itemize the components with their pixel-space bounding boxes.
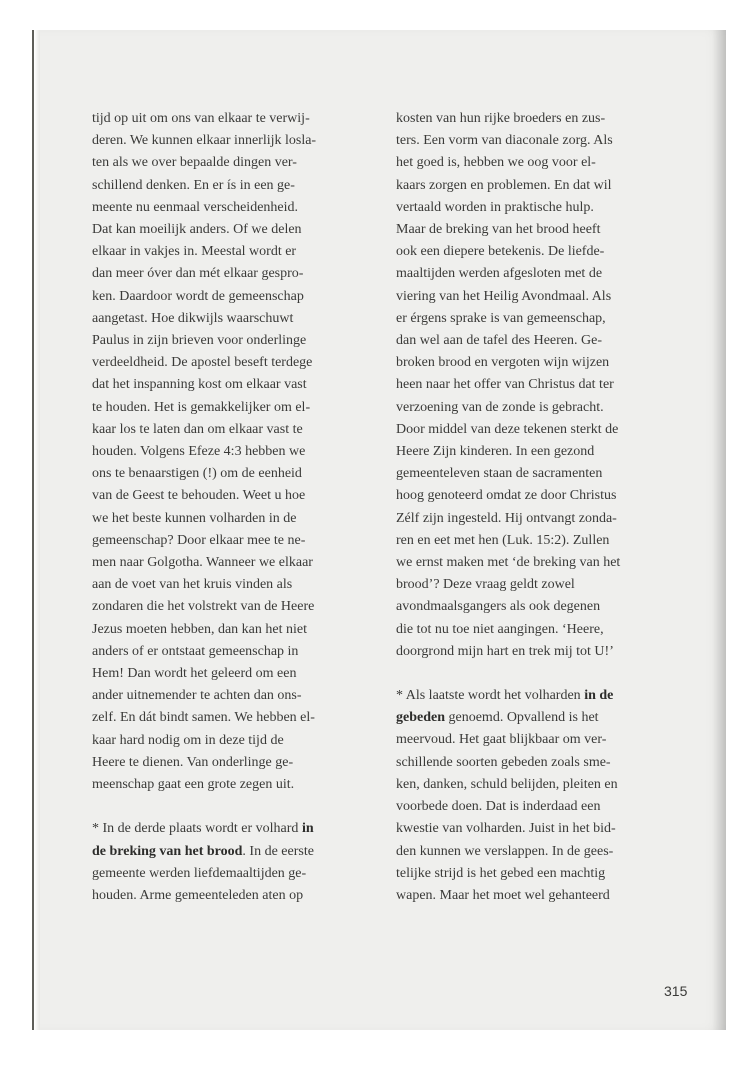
text-line: ren en eet met hen (Luk. 15:2). Zullen xyxy=(396,532,610,548)
text-line: anders of er ontstaat gemeenschap in xyxy=(92,643,299,659)
paragraph-continuation: genoemd. Opvallend is het xyxy=(445,710,599,726)
text-line: heen naar het offer van Christus dat ter xyxy=(396,377,614,393)
text-line: Door middel van deze tekenen sterkt de xyxy=(396,421,619,437)
text-line: broken brood en vergoten wijn wijzen xyxy=(396,355,610,371)
text-line: maaltijden werden afgesloten met de xyxy=(396,266,603,282)
text-line: vertaald worden in praktische hulp. xyxy=(396,199,594,215)
book-page xyxy=(32,30,726,1030)
text-line xyxy=(396,707,680,729)
text-line xyxy=(396,685,680,707)
page-spine xyxy=(34,30,40,1030)
text-line: telijke strijd is het gebed een machtig xyxy=(396,865,606,881)
text-line: Jezus moeten hebben, dan kan het niet xyxy=(92,621,307,637)
emphasis-text: in de xyxy=(584,688,614,704)
paragraph-gap xyxy=(396,663,680,685)
left-paragraph-1 xyxy=(92,108,376,796)
text-line: den kunnen we verslappen. In de gees- xyxy=(396,843,614,859)
paragraph-intro: * Als laatste wordt het volharden xyxy=(396,688,585,704)
text-line: deren. We kunnen elkaar innerlijk losla- xyxy=(92,133,317,149)
text-line: zelf. En dát bindt samen. We hebben el- xyxy=(92,710,315,726)
text-line: dan meer óver dan mét elkaar gespro- xyxy=(92,266,304,282)
text-line: aan de voet van het kruis vinden als xyxy=(92,577,293,593)
text-line: houden. Volgens Efeze 4:3 hebben we xyxy=(92,444,306,460)
text-line: Zélf zijn ingesteld. Hij ontvangt zonda- xyxy=(396,510,617,526)
text-line: ters. Een vorm van diaconale zorg. Als xyxy=(396,133,613,149)
text-line: meenschap gaat een grote zegen uit. xyxy=(92,777,295,793)
text-line: wapen. Maar het moet wel gehanteerd xyxy=(396,887,610,903)
text-line: gemeente werden liefdemaaltijden ge- xyxy=(92,865,307,881)
text-line: er érgens sprake is van gemeenschap, xyxy=(396,310,606,326)
text-line: ken. Daardoor wordt de gemeenschap xyxy=(92,288,304,304)
text-line: hoog genoteerd omdat ze door Christus xyxy=(396,488,617,504)
paragraph-continuation: . In de eerste xyxy=(242,843,314,859)
text-line: kaar hard nodig om in deze tijd de xyxy=(92,732,284,748)
right-paragraph-2 xyxy=(396,685,680,907)
text-line: we het beste kunnen volharden in de xyxy=(92,510,297,526)
text-line: kaar los te laten dan om elkaar vast te xyxy=(92,421,303,437)
text-line: zondaren die het volstrekt van de Heere xyxy=(92,599,315,615)
text-line: Maar de breking van het brood heeft xyxy=(396,222,601,238)
text-line: verdeeldheid. De apostel beseft terdege xyxy=(92,355,313,371)
right-paragraph-1 xyxy=(396,108,680,663)
left-column xyxy=(92,108,376,907)
text-line: doorgrond mijn hart en trek mij tot U!’ xyxy=(396,643,614,659)
text-line: viering van het Heilig Avondmaal. Als xyxy=(396,288,612,304)
page-number: 315 xyxy=(664,983,688,999)
text-line: meente nu eenmaal verscheidenheid. xyxy=(92,199,299,215)
text-line: kaars zorgen en problemen. En dat wil xyxy=(396,177,612,193)
paragraph-gap xyxy=(92,796,376,818)
text-line: verzoening van de zonde is gebracht. xyxy=(396,399,604,415)
text-line: elkaar in vakjes in. Meestal wordt er xyxy=(92,244,297,260)
text-line: brood’? Deze vraag geldt zowel xyxy=(396,577,575,593)
text-line: dan wel aan de tafel des Heeren. Ge- xyxy=(396,333,603,349)
text-line: die tot nu toe niet aangingen. ‘Heere, xyxy=(396,621,604,637)
text-line: ook een diepere betekenis. De liefde- xyxy=(396,244,605,260)
text-line: ons te benaarstigen (!) om de eenheid xyxy=(92,466,302,482)
paragraph-intro: * In de derde plaats wordt er volhard xyxy=(92,821,302,837)
text-line: we ernst maken met ‘de breking van het xyxy=(396,555,621,571)
emphasis-text: gebeden xyxy=(396,710,445,726)
text-line: te houden. Het is gemakkelijker om el- xyxy=(92,399,311,415)
text-line: Paulus in zijn brieven voor onderlinge xyxy=(92,333,307,349)
text-line: Dat kan moeilijk anders. Of we delen xyxy=(92,222,302,238)
text-line: ten als we over bepaalde dingen ver- xyxy=(92,155,297,171)
emphasis-text: in xyxy=(301,821,314,837)
text-line: gemeenteleven staan de sacramenten xyxy=(396,466,603,482)
right-column xyxy=(396,108,680,907)
text-line: voorbede doen. Dat is inderdaad een xyxy=(396,799,601,815)
emphasis-text: de breking van het brood xyxy=(92,843,243,859)
text-line: gemeenschap? Door elkaar mee te ne- xyxy=(92,532,306,548)
text-line: schillende soorten gebeden zoals sme- xyxy=(396,754,611,770)
text-line: Heere Zijn kinderen. In een gezond xyxy=(396,444,595,460)
text-line: houden. Arme gemeenteleden aten op xyxy=(92,887,304,903)
text-line: ken, danken, schuld belijden, pleiten en xyxy=(396,776,618,792)
text-line xyxy=(92,818,376,840)
text-line: tijd op uit om ons van elkaar te verwij- xyxy=(92,111,310,126)
text-line: schillend denken. En er ís in een ge- xyxy=(92,177,295,193)
text-line xyxy=(92,841,376,863)
text-line: ander uitnemender te achten dan ons- xyxy=(92,688,302,704)
text-line: Heere te dienen. Van onderlinge ge- xyxy=(92,754,294,770)
text-line: aangetast. Hoe dikwijls waarschuwt xyxy=(92,310,294,326)
text-line: Hem! Dan wordt het geleerd om een xyxy=(92,666,297,682)
text-line: van de Geest te behouden. Weet u hoe xyxy=(92,488,306,504)
left-paragraph-2 xyxy=(92,818,376,907)
text-line: men naar Golgotha. Wanneer we elkaar xyxy=(92,555,313,571)
text-line: dat het inspanning kost om elkaar vast xyxy=(92,377,307,393)
text-line: kosten van hun rijke broeders en zus- xyxy=(396,111,606,126)
text-line: meervoud. Het gaat blijkbaar om ver- xyxy=(396,732,607,748)
text-line: avondmaalsgangers als ook degenen xyxy=(396,599,601,615)
page-fold-shadow xyxy=(712,30,726,1030)
text-line: het goed is, hebben we oog voor el- xyxy=(396,155,596,171)
text-line: kwestie van volharden. Juist in het bid- xyxy=(396,821,616,837)
